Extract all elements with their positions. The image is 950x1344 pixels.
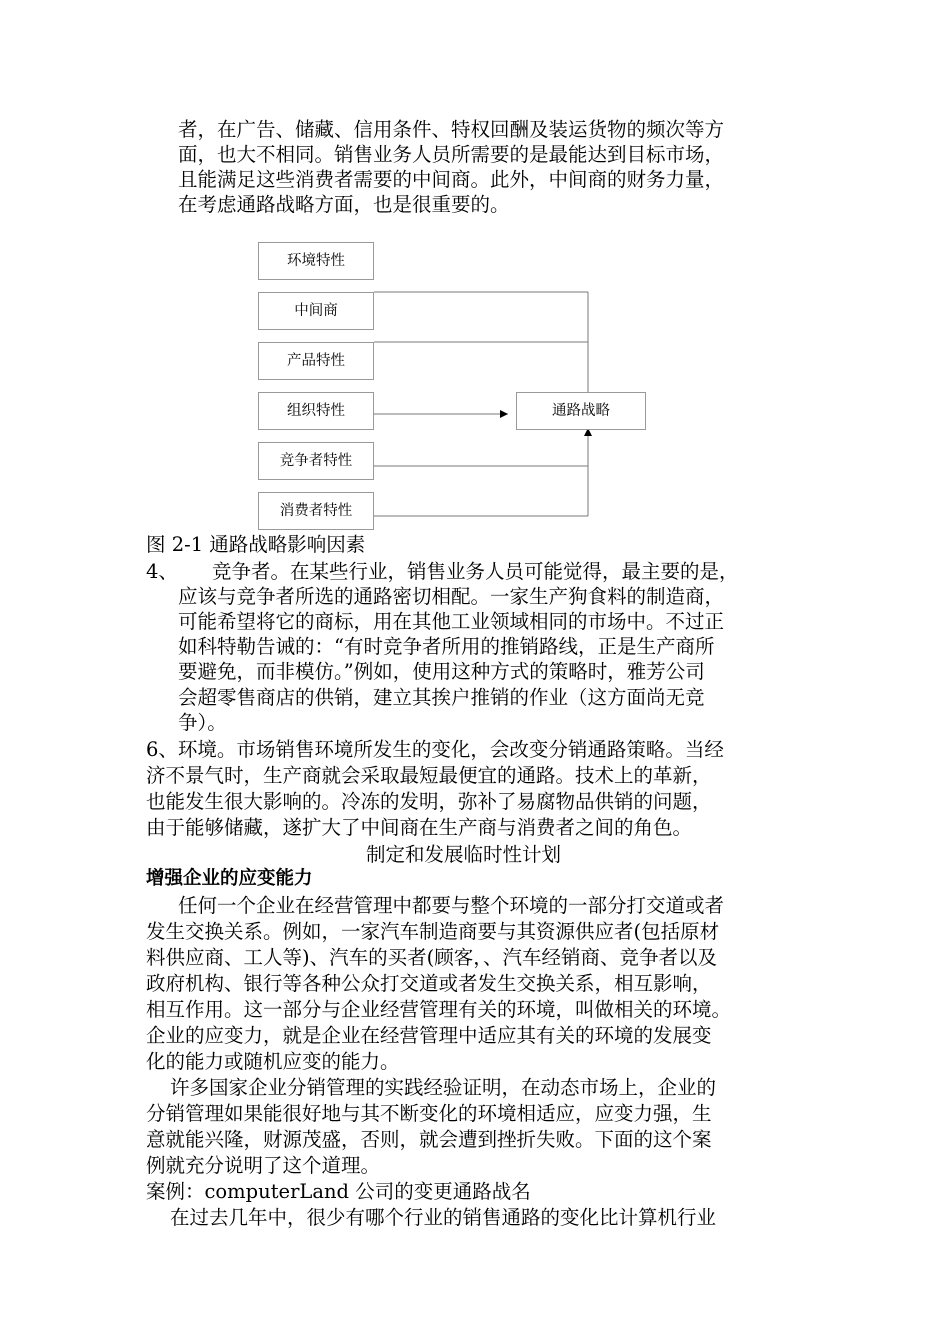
text-line: 由于能够储藏，遂扩大了中间商在生产商与消费者之间的角色。 [146, 816, 693, 839]
channel-strategy-diagram [250, 236, 660, 526]
case-title: 案例：computerLand 公司的变更通路战名 [146, 1180, 531, 1203]
factor-box-product: 产品特性 [258, 342, 374, 380]
factor-box-organization: 组织特性 [258, 392, 374, 430]
text-line: 如科特勒告诫的：“有时竞争者所用的推销路线，正是生产商所 [178, 635, 715, 658]
text-line: 会超零售商店的供销，建立其挨户推销的作业（这方面尚无竞 [178, 686, 705, 709]
text-line: 政府机构、银行等各种公众打交道或者发生交换关系，相互影响， [146, 972, 712, 995]
text-line: 料供应商、工人等)、汽车的买者(顾客，、汽车经销商、竞争者以及 [146, 946, 717, 969]
figure-caption: 图 2-1 通路战略影响因素 [146, 533, 366, 556]
text-line: 也能发生很大影响的。冷冻的发明，弥补了易腐物品供销的问题， [146, 790, 712, 813]
target-box-channel-strategy: 通路战略 [516, 392, 646, 430]
text-line: 相互作用。这一部分与企业经营管理有关的环境，叫做相关的环境。 [146, 998, 732, 1021]
text-line: 面，也大不相同。销售业务人员所需要的是最能达到目标市场， [178, 143, 725, 166]
text-line: 企业的应变力，就是企业在经营管理中适应其有关的环境的发展变 [146, 1024, 712, 1047]
list-number: 4、 [146, 560, 178, 583]
factor-box-environment: 环境特性 [258, 242, 374, 280]
factor-box-consumer: 消费者特性 [258, 492, 374, 530]
text-line: 争）。 [178, 711, 227, 734]
heading: 增强企业的应变能力 [146, 868, 313, 889]
text-line: 发生交换关系。例如，一家汽车制造商要与其资源供应者(包括原材 [146, 920, 720, 943]
factor-box-competitor: 竞争者特性 [258, 442, 374, 480]
text-line: 应该与竞争者所选的通路密切相配。一家生产狗食料的制造商， [178, 585, 725, 608]
text-line: 6、环境。市场销售环境所发生的变化，会改变分销通路策略。当经 [146, 738, 724, 761]
text-line: 例就充分说明了这个道理。 [146, 1154, 381, 1177]
text-line: 意就能兴隆，财源茂盛，否则，就会遭到挫折失败。下面的这个案 [146, 1128, 712, 1151]
text-line: 可能希望将它的商标，用在其他工业领域相同的市场中。不过正 [178, 610, 725, 633]
text-line: 化的能力或随机应变的能力。 [146, 1050, 400, 1073]
text-line: 在考虑通路战略方面，也是很重要的。 [178, 193, 510, 216]
text-line: 竞争者。在某些行业，销售业务人员可能觉得，最主要的是， [212, 560, 739, 583]
section-title: 制定和发展临时性计划 [366, 843, 562, 866]
text-line: 许多国家企业分销管理的实践经验证明，在动态市场上，企业的 [170, 1076, 717, 1099]
text-line: 要避免，而非模仿。”例如，使用这种方式的策略时，雅芳公司 [178, 660, 705, 683]
text-line: 分销管理如果能很好地与其不断变化的环境相适应，应变力强，生 [146, 1102, 712, 1125]
text-line: 者，在广告、储藏、信用条件、特权回酬及装运货物的频次等方 [178, 118, 725, 141]
factor-box-intermediary: 中间商 [258, 292, 374, 330]
text-line: 济不景气时，生产商就会采取最短最便宜的通路。技术上的革新， [146, 764, 712, 787]
text-line: 在过去几年中，很少有哪个行业的销售通路的变化比计算机行业 [170, 1206, 717, 1229]
text-line: 且能满足这些消费者需要的中间商。此外，中间商的财务力量， [178, 168, 725, 191]
text-line: 任何一个企业在经营管理中都要与整个环境的一部分打交道或者 [178, 894, 725, 917]
